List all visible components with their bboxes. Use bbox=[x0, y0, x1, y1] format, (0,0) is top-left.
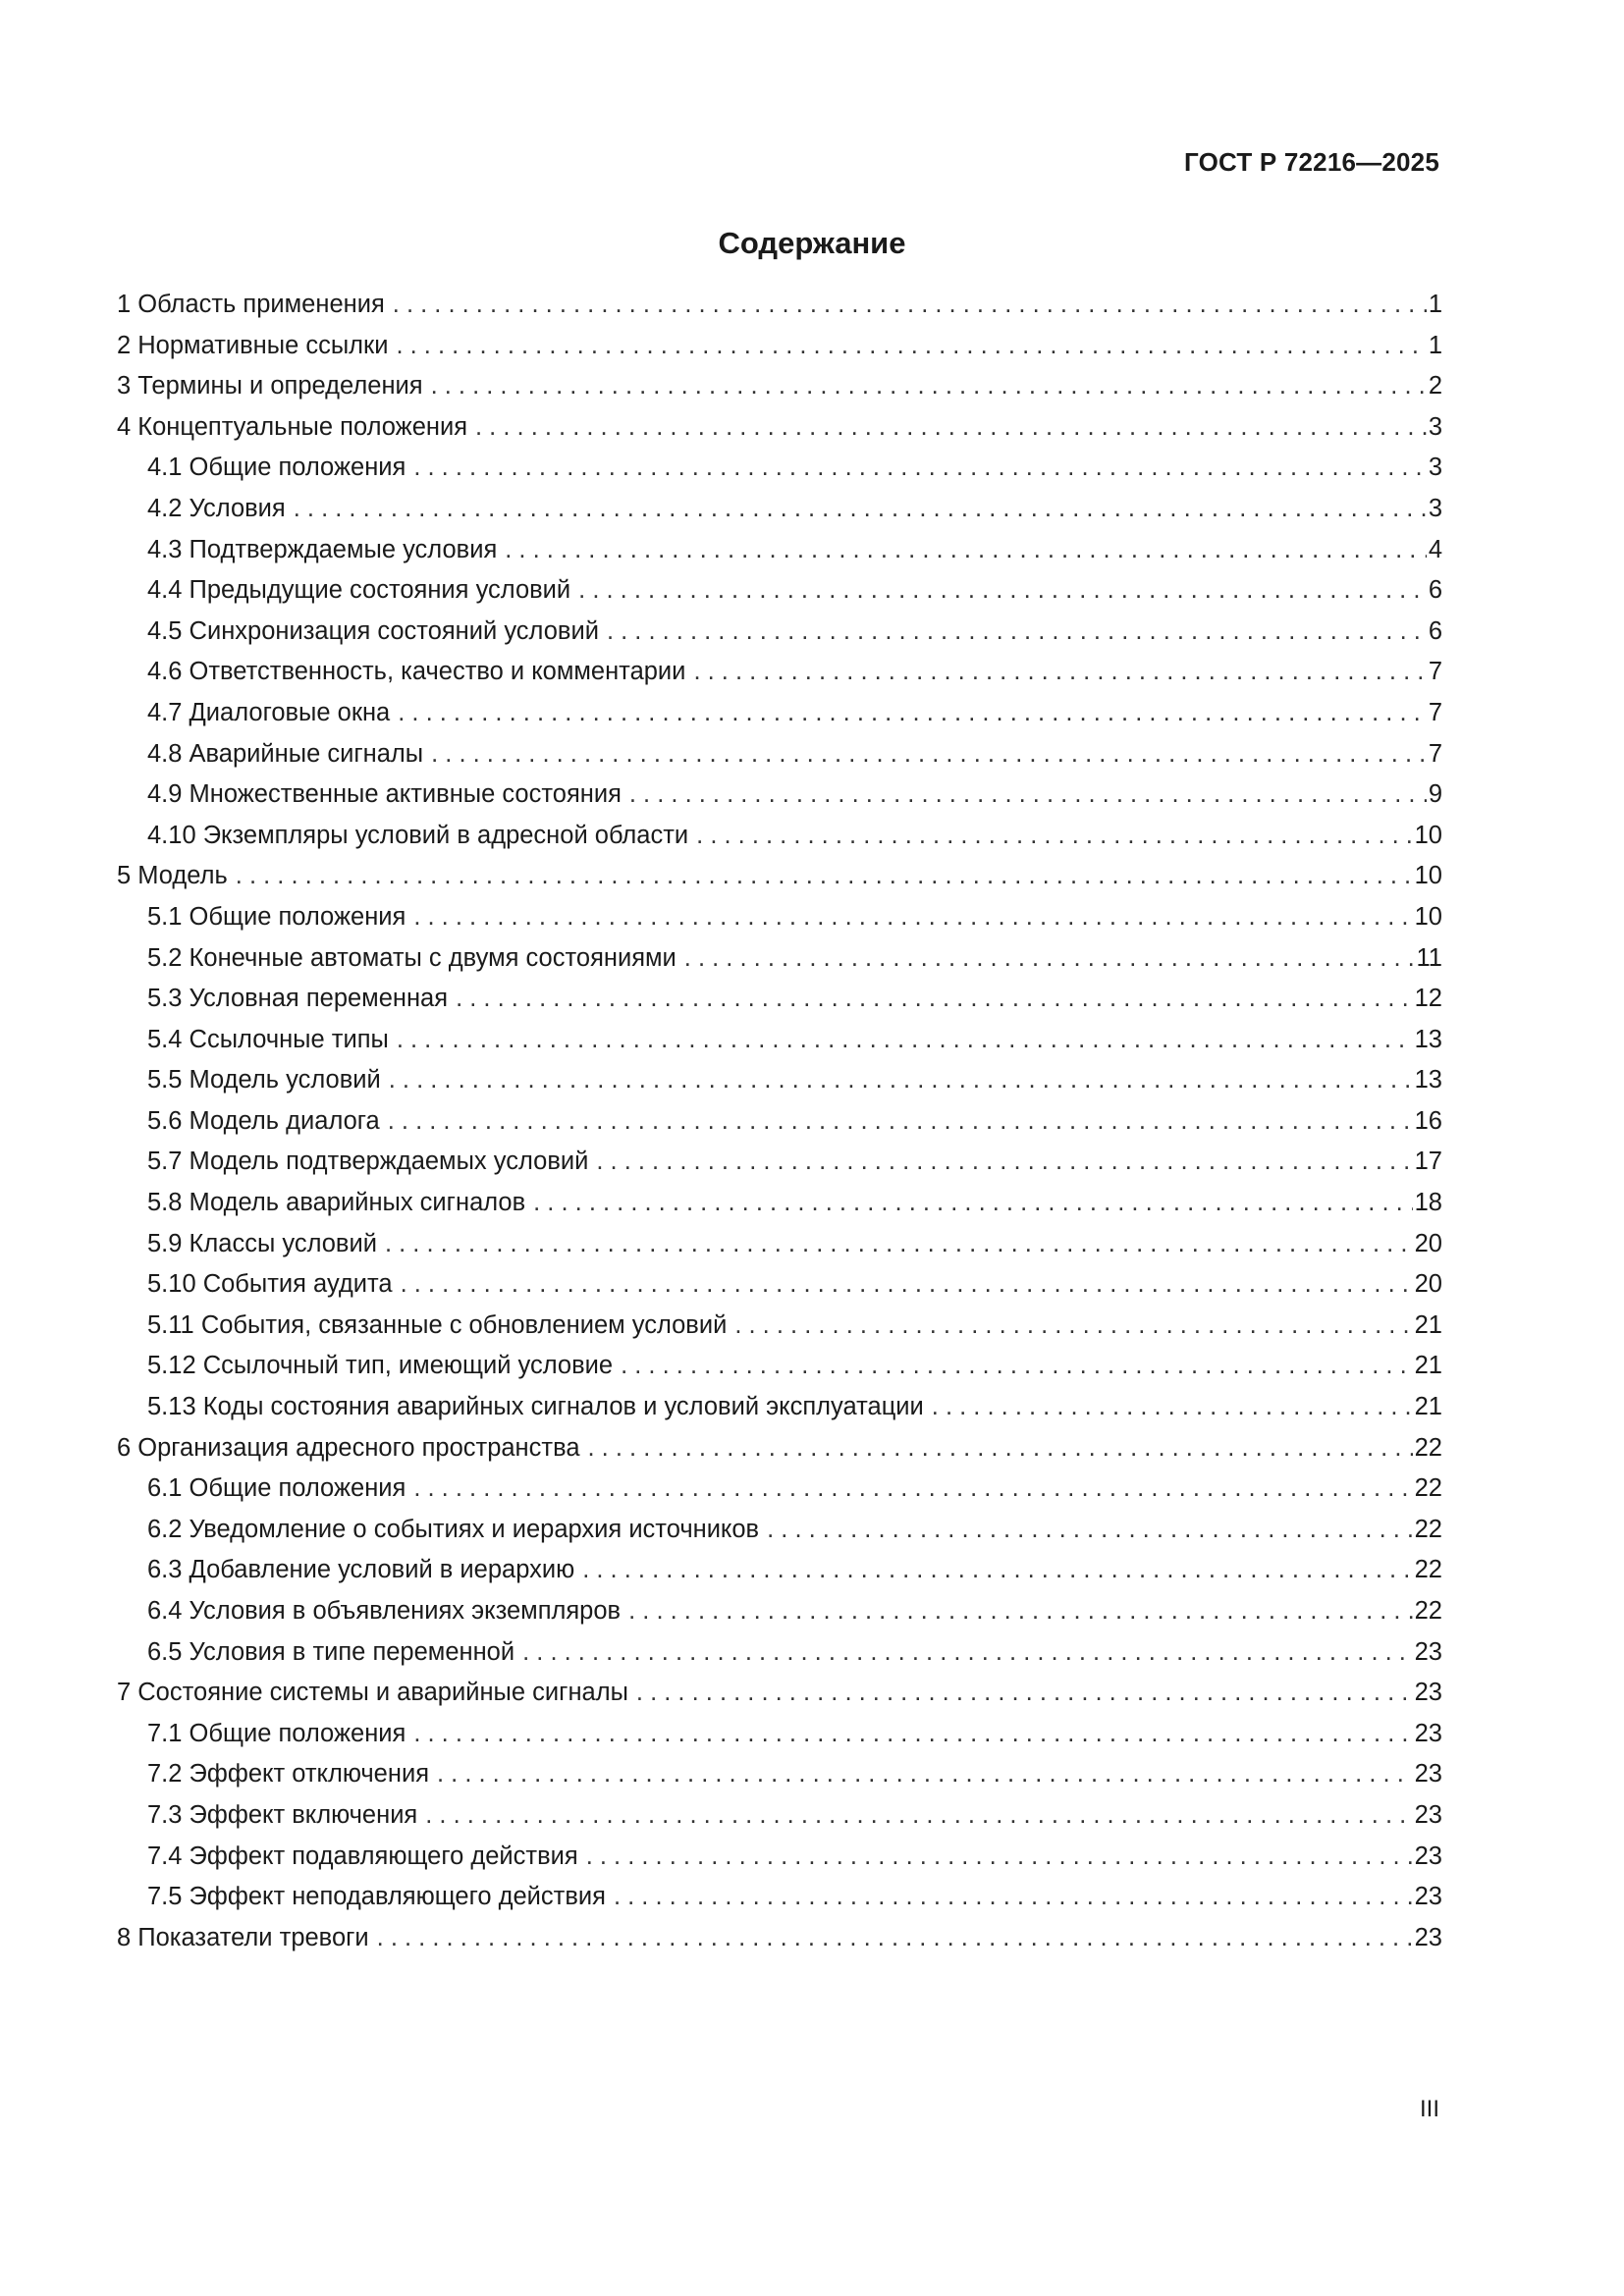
toc-entry-label: 1 Область применения bbox=[117, 291, 385, 318]
toc-title: Содержание bbox=[718, 226, 906, 260]
toc-leader-dots bbox=[475, 407, 1427, 449]
toc-entry-label: 2 Нормативные ссылки bbox=[117, 331, 389, 359]
toc-entry[interactable] bbox=[117, 938, 1442, 980]
toc-entry-label: 5.13 Коды состояния аварийных сигналов и условий эксплуатации bbox=[147, 1393, 924, 1421]
toc-entry[interactable] bbox=[117, 612, 1442, 653]
toc-entry-label: 6.4 Условия в объявлениях экземпляров bbox=[147, 1597, 622, 1625]
toc-entry[interactable] bbox=[117, 1101, 1442, 1143]
toc-entry[interactable] bbox=[117, 489, 1442, 530]
toc-entry-page: 3 bbox=[1428, 454, 1442, 482]
toc-entry-page: 23 bbox=[1414, 1923, 1442, 1951]
toc-entry[interactable] bbox=[117, 734, 1442, 775]
toc-entry-page: 22 bbox=[1414, 1597, 1442, 1625]
toc-leader-dots bbox=[586, 1837, 1413, 1878]
toc-entry[interactable] bbox=[117, 1224, 1442, 1265]
toc-entry-label: 6.1 Общие положения bbox=[147, 1474, 406, 1503]
toc-entry-label: 5.3 Условная переменная bbox=[147, 985, 449, 1013]
toc-entry-page: 12 bbox=[1414, 985, 1442, 1013]
toc-entry-page: 3 bbox=[1428, 494, 1442, 522]
document-code: ГОСТ Р 72216—2025 bbox=[1184, 147, 1439, 177]
toc-entry-label: 8 Показатели тревоги bbox=[117, 1923, 369, 1951]
toc-entry[interactable] bbox=[117, 979, 1442, 1020]
toc-entry-page: 20 bbox=[1414, 1270, 1442, 1299]
toc-entry-label: 4.6 Ответственность, качество и комментарии bbox=[147, 658, 686, 686]
toc-entry[interactable] bbox=[117, 1306, 1442, 1347]
toc-entry-page: 10 bbox=[1414, 862, 1442, 890]
toc-entry-label: 6.2 Уведомление о событиях и иерархия источников bbox=[147, 1515, 760, 1543]
toc-entry[interactable] bbox=[117, 366, 1442, 407]
toc-entry-page: 23 bbox=[1414, 1679, 1442, 1707]
toc-entry-label: 5.9 Классы условий bbox=[147, 1229, 377, 1257]
toc-entry-label: 5.5 Модель условий bbox=[147, 1066, 381, 1095]
toc-leader-dots bbox=[431, 734, 1427, 775]
toc-entry-label: 5.1 Общие положения bbox=[147, 902, 406, 931]
toc-entry[interactable] bbox=[117, 1591, 1442, 1632]
toc-entry-page: 3 bbox=[1428, 412, 1442, 441]
toc-leader-dots bbox=[294, 489, 1427, 530]
toc-entry[interactable] bbox=[117, 816, 1442, 857]
toc-leader-dots bbox=[413, 897, 1412, 938]
toc-leader-dots bbox=[413, 448, 1426, 489]
toc-entry-label: 4.10 Экземпляры условий в адресной области bbox=[147, 821, 689, 849]
toc-entry[interactable] bbox=[117, 1020, 1442, 1061]
toc-leader-dots bbox=[578, 570, 1427, 612]
toc-entry-page: 16 bbox=[1414, 1106, 1442, 1135]
toc-entry-page: 11 bbox=[1416, 943, 1442, 972]
toc-leader-dots bbox=[607, 612, 1427, 653]
toc-entry-page: 20 bbox=[1414, 1229, 1442, 1257]
toc-entry[interactable] bbox=[117, 530, 1442, 571]
toc-leader-dots bbox=[636, 1673, 1413, 1714]
toc-leader-dots bbox=[377, 1918, 1413, 1959]
toc-leader-dots bbox=[629, 774, 1427, 816]
toc-entry[interactable] bbox=[117, 570, 1442, 612]
toc-entry-page: 23 bbox=[1414, 1637, 1442, 1666]
toc-entry-label: 3 Термины и определения bbox=[117, 372, 423, 400]
toc-entry-page: 23 bbox=[1414, 1842, 1442, 1870]
toc-entry-page: 21 bbox=[1414, 1393, 1442, 1421]
toc-entry[interactable] bbox=[117, 1550, 1442, 1591]
toc-leader-dots bbox=[398, 693, 1427, 734]
toc-entry-label: 5.11 События, связанные с обновлением условий bbox=[147, 1310, 728, 1339]
toc-leader-dots bbox=[533, 1183, 1412, 1224]
table-of-contents bbox=[117, 285, 1442, 1958]
toc-entry[interactable] bbox=[117, 326, 1442, 367]
toc-leader-dots bbox=[505, 530, 1427, 571]
toc-entry-label: 4.8 Аварийные сигналы bbox=[147, 739, 424, 768]
toc-entry-page: 22 bbox=[1414, 1556, 1442, 1584]
toc-leader-dots bbox=[767, 1510, 1413, 1551]
toc-entry-page: 21 bbox=[1414, 1310, 1442, 1339]
toc-entry-page: 10 bbox=[1414, 902, 1442, 931]
toc-entry[interactable] bbox=[117, 1918, 1442, 1959]
toc-entry-page: 7 bbox=[1428, 658, 1442, 686]
toc-entry-page: 13 bbox=[1414, 1066, 1442, 1095]
toc-leader-dots bbox=[621, 1346, 1413, 1387]
toc-entry[interactable] bbox=[117, 1795, 1442, 1837]
page-number: III bbox=[1419, 2096, 1439, 2122]
toc-entry-label: 7.1 Общие положения bbox=[147, 1719, 406, 1747]
toc-entry-page: 22 bbox=[1414, 1474, 1442, 1503]
toc-leader-dots bbox=[932, 1387, 1413, 1428]
toc-entry[interactable] bbox=[117, 856, 1442, 897]
toc-leader-dots bbox=[236, 856, 1413, 897]
toc-leader-dots bbox=[389, 1060, 1413, 1101]
toc-entry[interactable] bbox=[117, 652, 1442, 693]
toc-entry-page: 1 bbox=[1428, 291, 1442, 318]
toc-entry[interactable] bbox=[117, 1183, 1442, 1224]
toc-leader-dots bbox=[456, 979, 1413, 1020]
toc-entry[interactable] bbox=[117, 1754, 1442, 1795]
toc-leader-dots bbox=[401, 1264, 1413, 1306]
toc-leader-dots bbox=[628, 1591, 1413, 1632]
toc-leader-dots bbox=[437, 1754, 1413, 1795]
toc-entry-label: 4.9 Множественные активные состояния bbox=[147, 780, 622, 809]
toc-entry-page: 1 bbox=[1428, 331, 1442, 359]
toc-leader-dots bbox=[397, 1020, 1413, 1061]
toc-leader-dots bbox=[693, 652, 1426, 693]
toc-entry[interactable] bbox=[117, 693, 1442, 734]
toc-leader-dots bbox=[413, 1468, 1412, 1510]
toc-entry[interactable] bbox=[117, 1468, 1442, 1510]
toc-entry-label: 5.12 Ссылочный тип, имеющий условие bbox=[147, 1352, 614, 1380]
toc-entry-page: 4 bbox=[1428, 535, 1442, 563]
toc-entry[interactable] bbox=[117, 1673, 1442, 1714]
toc-entry-page: 7 bbox=[1428, 739, 1442, 768]
toc-entry-page: 21 bbox=[1414, 1352, 1442, 1380]
toc-entry-label: 5.7 Модель подтверждаемых условий bbox=[147, 1148, 589, 1176]
toc-leader-dots bbox=[385, 1224, 1413, 1265]
toc-entry-page: 23 bbox=[1414, 1719, 1442, 1747]
toc-entry-label: 5.8 Модель аварийных сигналов bbox=[147, 1189, 526, 1217]
toc-leader-dots bbox=[614, 1877, 1413, 1918]
toc-leader-dots bbox=[393, 285, 1427, 326]
toc-entry[interactable] bbox=[117, 774, 1442, 816]
toc-entry-label: 7.5 Эффект неподавляющего действия bbox=[147, 1883, 606, 1911]
toc-leader-dots bbox=[413, 1714, 1412, 1755]
toc-leader-dots bbox=[596, 1142, 1412, 1183]
toc-entry-page: 22 bbox=[1414, 1515, 1442, 1543]
toc-entry[interactable] bbox=[117, 1632, 1442, 1674]
toc-entry[interactable] bbox=[117, 1142, 1442, 1183]
toc-entry-page: 10 bbox=[1414, 821, 1442, 849]
toc-entry-page: 18 bbox=[1414, 1189, 1442, 1217]
toc-entry[interactable] bbox=[117, 897, 1442, 938]
toc-entry-label: 5.4 Ссылочные типы bbox=[147, 1025, 389, 1053]
toc-entry-label: 5 Модель bbox=[117, 862, 228, 890]
toc-leader-dots bbox=[582, 1550, 1412, 1591]
toc-leader-dots bbox=[425, 1795, 1412, 1837]
toc-entry-label: 6.5 Условия в типе переменной bbox=[147, 1637, 515, 1666]
toc-entry-label: 7.2 Эффект отключения bbox=[147, 1760, 429, 1789]
toc-entry-label: 5.10 События аудита bbox=[147, 1270, 393, 1299]
toc-leader-dots bbox=[588, 1428, 1413, 1469]
toc-entry-label: 4.2 Условия bbox=[147, 494, 286, 522]
toc-entry-label: 7 Состояние системы и аварийные сигналы bbox=[117, 1679, 628, 1707]
toc-entry-label: 4 Концептуальные положения bbox=[117, 412, 468, 441]
toc-leader-dots bbox=[684, 938, 1415, 980]
toc-entry-label: 4.3 Подтверждаемые условия bbox=[147, 535, 498, 563]
toc-entry[interactable] bbox=[117, 1264, 1442, 1306]
toc-entry-label: 4.5 Синхронизация состояний условий bbox=[147, 616, 599, 645]
toc-entry[interactable] bbox=[117, 1060, 1442, 1101]
toc-entry-label: 5.2 Конечные автоматы с двумя состояниями bbox=[147, 943, 677, 972]
toc-entry-label: 7.4 Эффект подавляющего действия bbox=[147, 1842, 578, 1870]
toc-entry[interactable] bbox=[117, 1510, 1442, 1551]
toc-entry[interactable] bbox=[117, 1387, 1442, 1428]
toc-entry-label: 5.6 Модель диалога bbox=[147, 1106, 380, 1135]
toc-leader-dots bbox=[431, 366, 1427, 407]
toc-entry-page: 23 bbox=[1414, 1800, 1442, 1829]
toc-entry-label: 4.7 Диалоговые окна bbox=[147, 698, 391, 726]
toc-leader-dots bbox=[522, 1632, 1413, 1674]
toc-entry[interactable] bbox=[117, 1877, 1442, 1918]
toc-entry-page: 7 bbox=[1428, 698, 1442, 726]
toc-entry[interactable] bbox=[117, 448, 1442, 489]
toc-entry-label: 4.1 Общие положения bbox=[147, 454, 406, 482]
toc-leader-dots bbox=[696, 816, 1412, 857]
toc-leader-dots bbox=[396, 326, 1426, 367]
toc-entry-page: 17 bbox=[1414, 1148, 1442, 1176]
toc-entry[interactable] bbox=[117, 1837, 1442, 1878]
toc-entry-label: 4.4 Предыдущие состояния условий bbox=[147, 576, 571, 605]
toc-entry[interactable] bbox=[117, 1714, 1442, 1755]
toc-leader-dots bbox=[734, 1306, 1412, 1347]
toc-leader-dots bbox=[388, 1101, 1413, 1143]
toc-entry-label: 6 Организация адресного пространства bbox=[117, 1433, 580, 1462]
toc-entry-page: 9 bbox=[1428, 780, 1442, 809]
toc-entry[interactable] bbox=[117, 1346, 1442, 1387]
toc-entry[interactable] bbox=[117, 407, 1442, 449]
toc-entry-page: 6 bbox=[1428, 616, 1442, 645]
toc-entry-page: 13 bbox=[1414, 1025, 1442, 1053]
toc-entry-label: 7.3 Эффект включения bbox=[147, 1800, 418, 1829]
toc-entry-page: 6 bbox=[1428, 576, 1442, 605]
toc-entry[interactable] bbox=[117, 1428, 1442, 1469]
toc-entry-page: 22 bbox=[1414, 1433, 1442, 1462]
toc-entry-page: 2 bbox=[1428, 372, 1442, 400]
toc-entry-page: 23 bbox=[1414, 1760, 1442, 1789]
toc-entry[interactable] bbox=[117, 285, 1442, 326]
toc-entry-page: 23 bbox=[1414, 1883, 1442, 1911]
toc-entry-label: 6.3 Добавление условий в иерархию bbox=[147, 1556, 575, 1584]
